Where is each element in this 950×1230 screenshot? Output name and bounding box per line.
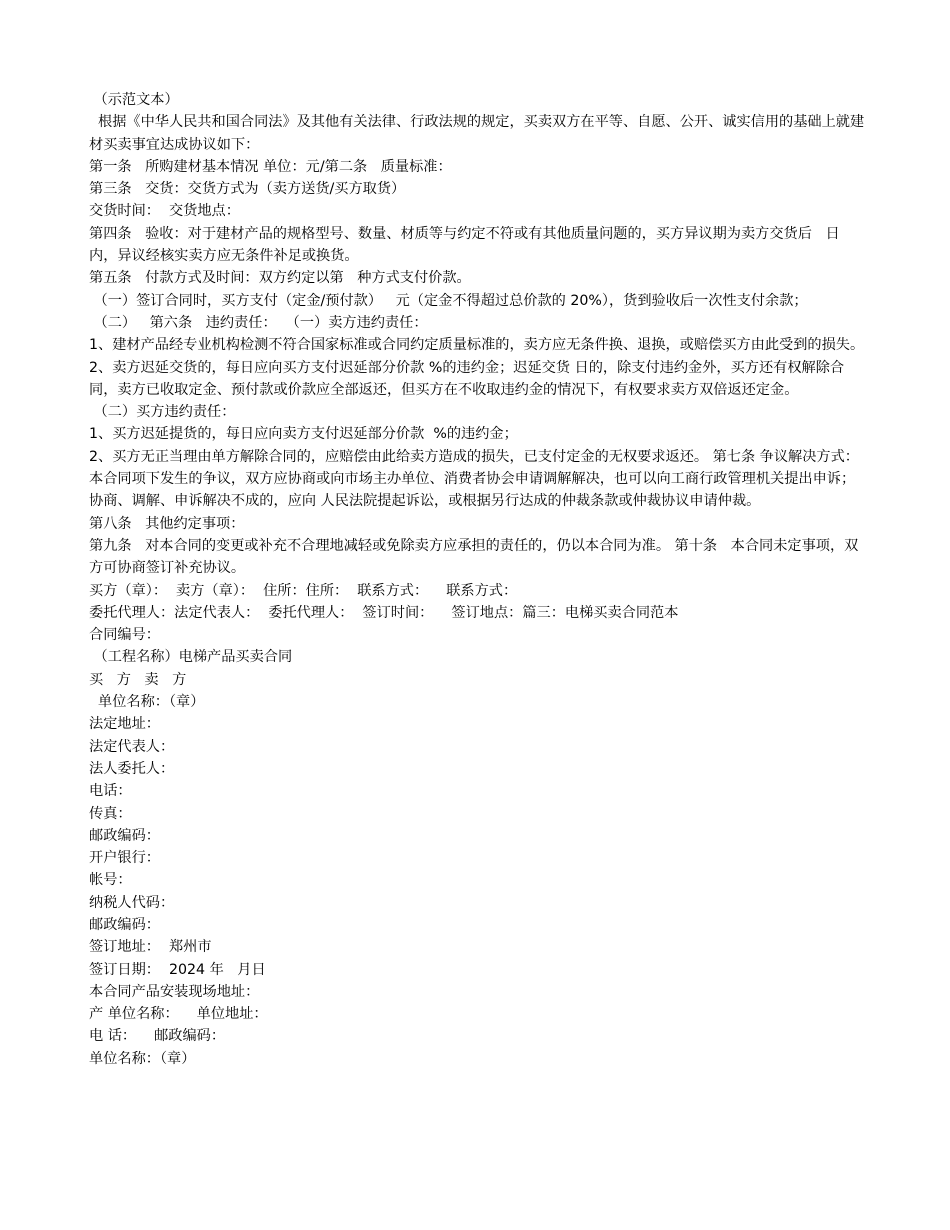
postal-code-field: 邮政编码： bbox=[89, 827, 160, 844]
preamble-paragraph: 根据《中华人民共和国合同法》及其他有关法律、行政法规的规定，买卖双方在平等、自愿、公开、诚实信用的基础上就建材买卖事宜达成协议如下： bbox=[89, 114, 865, 153]
unit-name-field: 单位名称：（章） bbox=[89, 694, 205, 711]
phone-postal-line: 电 话： 邮政编码： bbox=[89, 1028, 226, 1045]
postal-code-field-2: 邮政编码： bbox=[89, 916, 160, 933]
signing-date-field: 签订日期： 2024 年 月日 bbox=[89, 961, 266, 978]
property-unit-line: 产 单位名称： 单位地址： bbox=[89, 1006, 268, 1023]
legal-agent-field: 法人委托人： bbox=[89, 760, 175, 777]
account-field: 帐号： bbox=[89, 872, 132, 889]
signature-parties-line: 买方（章）： 卖方（章）： 住所：住所： 联系方式： 联系方式： bbox=[89, 582, 518, 599]
bank-field: 开户银行： bbox=[89, 850, 160, 867]
phone-field: 电话： bbox=[89, 783, 132, 800]
article-5-line: 第五条 付款方式及时间：双方约定以第 种方式支付价款。 bbox=[89, 270, 471, 287]
article-6-line: （二） 第六条 违约责任： （一）卖方违约责任： bbox=[89, 314, 428, 331]
article-8-line: 第八条 其他约定事项： bbox=[89, 515, 245, 532]
unit-name-seal-field: 单位名称：（章） bbox=[89, 1050, 196, 1067]
install-site-address-field: 本合同产品安装现场地址： bbox=[89, 983, 260, 1000]
article-4-paragraph: 第四条 验收：对于建材产品的规格型号、数量、材质等与约定不符或有其他质量问题的，买方异议期为卖方交货后 日内，异议经核实卖方应无条件补足或换货。 bbox=[89, 225, 840, 265]
buyer-liability-item-1: 1、买方迟延提货的，每日应向卖方支付迟延部分价款 %的违约金； bbox=[89, 426, 518, 443]
buyer-liability-item-2-paragraph: 2、买方无正当理由单方解除合同的，应赔偿由此给卖方造成的损失，已支付定金的无权要求返还。 第七条 争议解决方式：本合同项下发生的争议，双方应协商或向市场主办单位、消费者协会申请调解解决，也可以向工商行政管理机关提出申诉；协商、调解、申诉解决不成的，应向 人民法院提起诉讼，或根据另行达成的仲裁条款或仲裁协议申请仲裁。 bbox=[89, 448, 859, 510]
article-9-10-paragraph: 第九条 对本合同的变更或补充不合理地减轻或免除卖方应承担的责任的，仍以本合同为准。 第十条 本合同未定事项，双方可协商签订补充协议。 bbox=[89, 537, 859, 577]
article-3-line: 第三条 交货：交货方式为（卖方送货/买方取货） bbox=[89, 181, 406, 198]
buyer-seller-header: 买 方 卖 方 bbox=[89, 671, 187, 688]
legal-address-field: 法定地址： bbox=[89, 716, 160, 733]
sample-text-note: （示范文本） bbox=[89, 92, 179, 108]
seller-liability-paragraph: 1、建材产品经专业机构检测不符合国家标准或合同约定质量标准的，卖方应无条件换、退换，或赔偿买方由此受到的损失。2、卖方迟延交货的，每日应向买方支付迟延部分价款 %的违约金；迟延交货 日的，除支付违约金外，买方还有权解除合同，卖方已收取定金、预付款或价款应全部返还，但买方在不收取违约金的情况下，有权要求卖方双倍返还定金。 bbox=[89, 337, 865, 398]
fax-field: 传真： bbox=[89, 805, 132, 822]
article-1-2-line: 第一条 所购建材基本情况 单位：元/第二条 质量标准： bbox=[89, 158, 452, 175]
payment-method-1-paragraph: （一）签订合同时，买方支付（定金/预付款） 元（定金不得超过总价款的 20%），货到验收后一次性支付余款； bbox=[89, 292, 808, 309]
contract-document bbox=[89, 89, 865, 1070]
elevator-contract-title: （工程名称）电梯产品买卖合同 bbox=[89, 649, 293, 666]
delivery-time-line: 交货时间： 交货地点： bbox=[89, 203, 240, 220]
contract-number-label: 合同编号： bbox=[89, 627, 160, 644]
taxpayer-code-field: 纳税人代码： bbox=[89, 894, 175, 911]
buyer-liability-heading: （二）买方违约责任： bbox=[89, 404, 236, 421]
agent-signing-line: 委托代理人：法定代表人： 委托代理人： 签订时间： 签订地点：篇三：电梯买卖合同范本 bbox=[89, 604, 679, 621]
legal-representative-field: 法定代表人： bbox=[89, 738, 175, 755]
signing-address-field: 签订地址： 郑州市 bbox=[89, 939, 212, 956]
